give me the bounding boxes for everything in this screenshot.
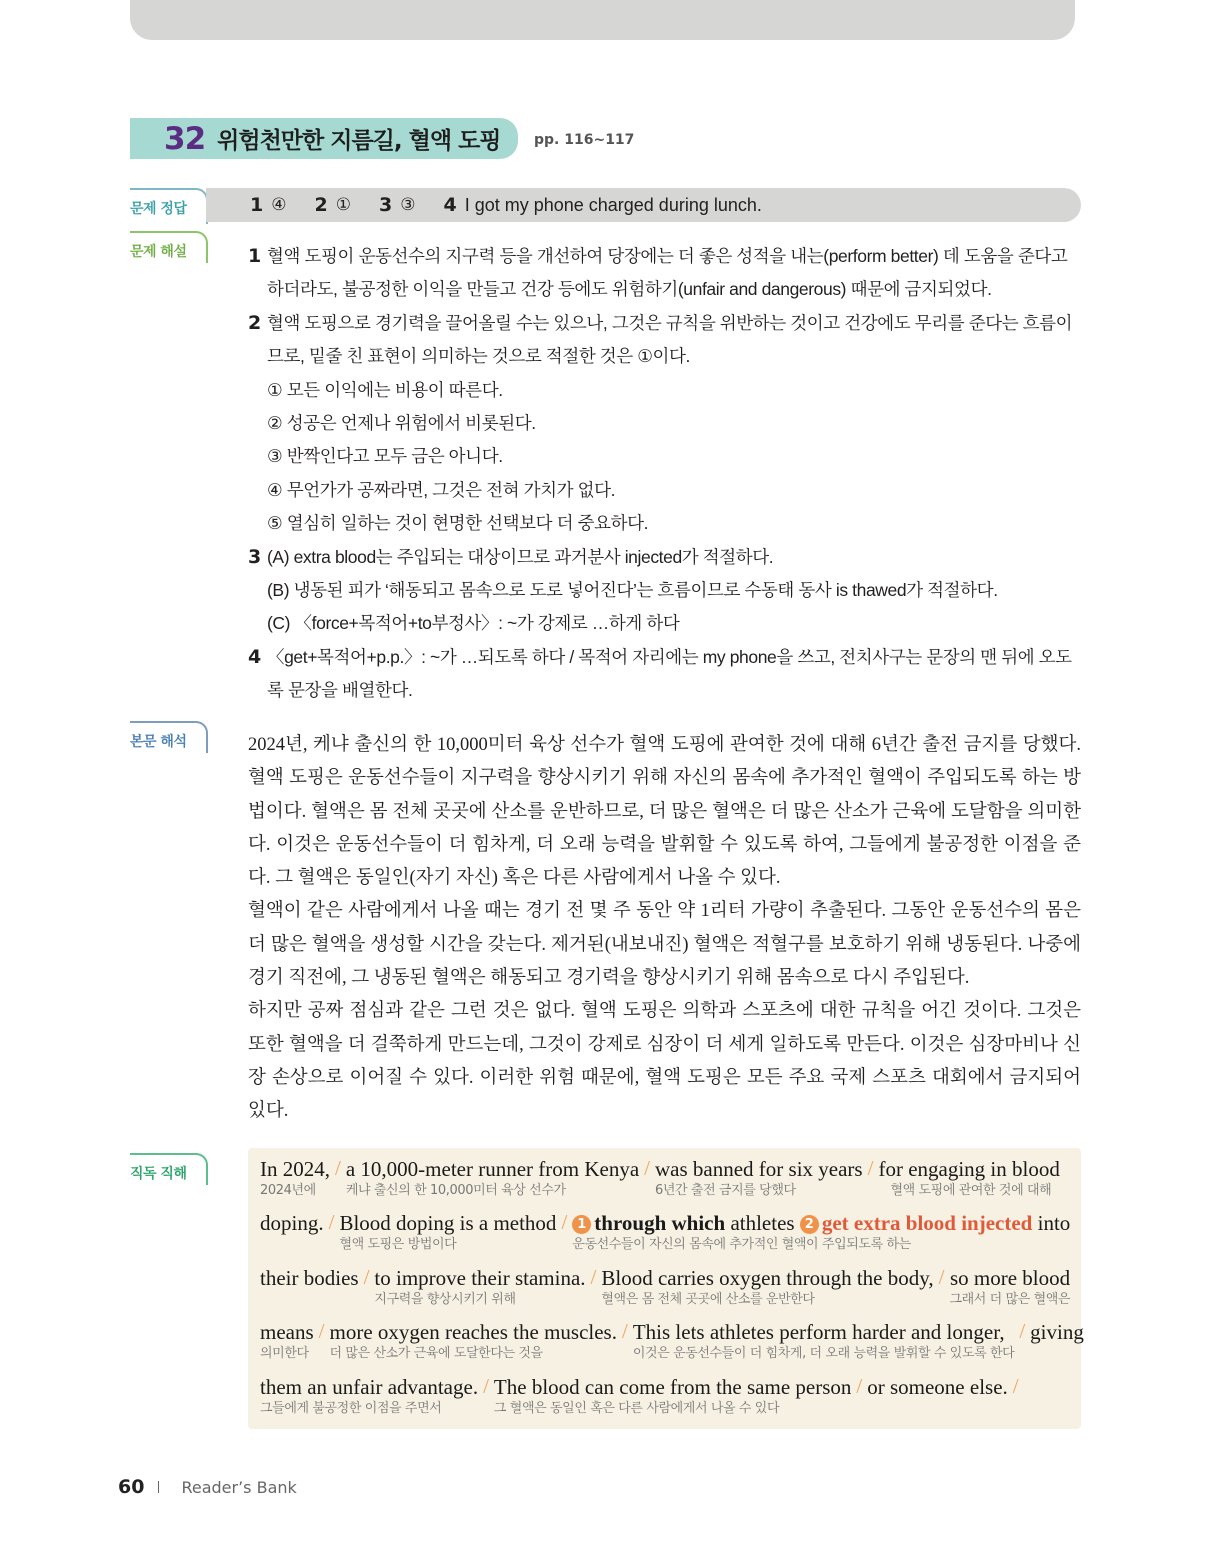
- explanation-number: 1: [248, 245, 261, 267]
- chunk-plain: athletes: [725, 1211, 800, 1236]
- chunk: [260, 1210, 324, 1264]
- direct-line-4: [260, 1319, 1084, 1373]
- chunk-english: means: [260, 1320, 314, 1345]
- answer-value: I got my phone charged during lunch.: [464, 194, 762, 215]
- chunk-divider: /: [938, 1264, 945, 1289]
- chunk-korean: 의미한다: [260, 1346, 309, 1362]
- chunk-english: This lets athletes perform harder and longer,: [632, 1320, 1005, 1345]
- chunk-english: giving: [1030, 1320, 1084, 1345]
- explanation-1: [248, 240, 1083, 307]
- answer-number: 2: [314, 194, 328, 216]
- chunk-korean: 운동선수들이 자신의 몸속에 추가적인 혈액이 주입되도록 하는: [572, 1237, 911, 1253]
- direct-reading-box: [248, 1148, 1084, 1429]
- chunk-korean: 혈액 도핑에 관여한 것에 대해: [890, 1183, 1052, 1198]
- explanation-3: [248, 541, 1083, 574]
- highlighted-phrase: get extra blood injected: [821, 1211, 1033, 1236]
- chunk-english: to improve their stamina.: [374, 1265, 586, 1290]
- chunk-divider: /: [856, 1373, 863, 1398]
- option-1: ① 모든 이익에는 비용이 따른다.: [267, 379, 503, 400]
- chunk-korean: 그 혈액은 동일인 혹은 다른 사람에게서 나올 수 있다: [493, 1400, 780, 1416]
- footer-divider: [158, 1481, 159, 1493]
- direct-reading-label: 직독 직해: [130, 1153, 208, 1185]
- direct-line-1: [260, 1156, 1069, 1210]
- unit-number: 32: [164, 120, 206, 157]
- chunk-english: Blood carries oxygen through the body,: [601, 1265, 934, 1290]
- chunk: [867, 1374, 1008, 1428]
- chunk: [633, 1319, 1014, 1373]
- answer-2: [314, 194, 350, 216]
- chunk-korean: 지구력을 향상시키기 위해: [374, 1291, 516, 1307]
- explanation-text-b: (B) 냉동된 피가 ‘해동되고 몸속으로 도로 넣어진다’는 흐름이므로 수동태 동사 is thawed가 적절하다.: [267, 580, 998, 601]
- answer-number: 4: [443, 194, 457, 216]
- explanation-text-c: (C) 〈force+목적어+to부정사〉: ~가 강제로 …하게 하다: [267, 613, 680, 634]
- chunk-divider: /: [867, 1156, 874, 1180]
- direct-line-2: [260, 1210, 1069, 1264]
- chunk-divider: /: [590, 1264, 597, 1289]
- answer-3: [379, 194, 415, 216]
- marker-1-icon: 1: [572, 1215, 591, 1234]
- chunk-divider: /: [621, 1319, 628, 1344]
- chunk: [260, 1265, 359, 1319]
- chunk-divider: /: [335, 1156, 341, 1180]
- chunk-tail: into: [1032, 1211, 1071, 1236]
- chunk: [260, 1319, 314, 1373]
- chunk-korean: 6년간 출전 금지를 당했다: [655, 1183, 796, 1198]
- book-title: Reader’s Bank: [181, 1477, 297, 1497]
- answer-value: ④: [271, 195, 287, 215]
- unit-title: 위험천만한 지름길, 혈액 도핑: [217, 128, 501, 154]
- chunk-korean: 혈액 도핑은 방법이다: [339, 1237, 457, 1253]
- answer-number: 1: [250, 194, 264, 216]
- explanation-number: 2: [248, 311, 261, 334]
- option-5: ⑤ 열심히 일하는 것이 현명한 선택보다 더 중요하다.: [267, 513, 649, 534]
- chunk-korean: 케냐 출신의 한 10,000미터 육상 선수가: [345, 1183, 566, 1198]
- chunk-divider: /: [1019, 1319, 1026, 1344]
- answer-1: [250, 194, 286, 216]
- answer-value: ①: [335, 195, 351, 215]
- answer-value: ③: [400, 195, 416, 215]
- chunk-english: a 10,000-meter runner from Kenya: [345, 1157, 640, 1181]
- chunk: [374, 1265, 585, 1319]
- option-2: ② 성공은 언제나 위험에서 비롯된다.: [267, 413, 536, 434]
- chunk-divider: /: [318, 1319, 325, 1344]
- chunk-english: [572, 1210, 1070, 1236]
- explanation-text-a: (A) extra blood는 주입되는 대상이므로 과거분사 injected가 적절하다.: [267, 546, 774, 567]
- chunk-english: doping.: [260, 1211, 324, 1236]
- direct-line-5: [260, 1374, 1069, 1428]
- chunk: [330, 1319, 617, 1373]
- relative-clause-bold: through which: [594, 1211, 726, 1236]
- chunk: [601, 1265, 933, 1319]
- chunk: [1030, 1319, 1084, 1373]
- chunk: [346, 1156, 639, 1210]
- answer-number: 3: [378, 194, 393, 216]
- translation-section: [248, 729, 1081, 1129]
- translation-paragraph-1: 2024년, 케냐 출신의 한 10,000미터 육상 선수가 혈액 도핑에 관여한 것에 대해 6년간 출전 금지를 당했다. 혈액 도핑은 운동선수들이 지구력을 향상시키기 위해 자신의 몸속에 추가적인 혈액이 주입되도록 하는 방법이다. 혈액은 몸 전체 곳곳에 산소를 운반하므로, 더 많은 혈액은 더 많은 산소가 근육에 도달함을 의미한다. 이것은 운동선수들이 더 힘차게, 더 오래 능력을 발휘할 수 있도록 하여, 그들에게 불공정한 이점을 준다. 그 혈액은 동일인(자기 자신) 혹은 다른 사람에게서 나올 수 있다.: [248, 735, 1081, 889]
- chunk: [949, 1265, 1070, 1319]
- option-3: ③ 반짝인다고 모두 금은 아니다.: [267, 446, 503, 467]
- translation-paragraph-2: 혈액이 같은 사람에게서 나올 때는 경기 전 몇 주 동안 약 1리터 가량이 추출된다. 그동안 운동선수의 몸은 더 많은 혈액을 생성할 시간을 갖는다. 제거된(내보내진) 혈액은 적혈구를 보호하기 위해 냉동된다. 나중에 경기 직전에, 그 냉동된 혈액은 해동되고 경기력을 향상시키기 위해 몸속으로 다시 주입된다.: [248, 901, 1081, 989]
- chunk: [260, 1374, 478, 1428]
- explanation-text: 혈액 도핑이 운동선수의 지구력 등을 개선하여 당장에는 더 좋은 성적을 내는(perform better) 데 도움을 준다고 하더라도, 불공정한 이익을 만들고 건강 등에도 위험하기(unfair and dangerous) 때문에 금지되었다.: [267, 246, 1068, 300]
- chunk-korean: 이것은 운동선수들이 더 힘차게, 더 오래 능력을 발휘할 수 있도록 한다: [632, 1346, 1015, 1362]
- chunk-korean: 더 많은 산소가 근육에 도달한다는 것을: [329, 1346, 543, 1362]
- chunk-english: them an unfair advantage.: [260, 1374, 479, 1399]
- chunk-english: for engaging in blood: [878, 1157, 1060, 1181]
- explanation-text: 〈get+목적어+p.p.〉: ~가 …되도록 하다 / 목적어 자리에는 my phone을 쓰고, 전치사구는 문장의 맨 뒤에 오도록 문장을 배열한다.: [267, 646, 1072, 701]
- answers-bar: [206, 188, 1081, 222]
- unit-title-banner: [130, 118, 518, 159]
- translation-paragraph-3: 하지만 공짜 점심과 같은 그런 것은 없다. 혈액 도핑은 의학과 스포츠에 대한 규칙을 어긴 것이다. 그것은 또한 혈액을 더 걸쭉하게 만드는데, 그것이 강제로 심장이 더 세게 일하도록 만든다. 이것은 심장마비나 신장 손상으로 이어질 수 있다. 이러한 위험 때문에, 혈액 도핑은 모든 주요 국제 스포츠 대회에서 금지되어 있다.: [248, 1001, 1081, 1122]
- explanation-number: 3: [248, 545, 261, 568]
- explanation-2: [248, 307, 1083, 374]
- page-footer: [118, 1476, 297, 1498]
- chunk-english: The blood can come from the same person: [493, 1374, 852, 1399]
- chunk: [572, 1210, 1070, 1264]
- chunk-divider: /: [1012, 1373, 1019, 1398]
- chunk-divider: /: [363, 1264, 370, 1289]
- chunk-english: Blood doping is a method: [339, 1211, 557, 1236]
- chunk: [655, 1156, 863, 1210]
- chunk-english: so more blood: [949, 1265, 1071, 1290]
- chunk-english: their bodies: [260, 1265, 359, 1290]
- answers-label: 문제 정답: [130, 188, 208, 224]
- chunk-english: or someone else.: [867, 1374, 1008, 1399]
- chunk-english: more oxygen reaches the muscles.: [329, 1320, 617, 1345]
- top-decorative-bar: [130, 0, 1075, 40]
- chunk: [878, 1156, 1059, 1210]
- chunk-english: In 2024,: [260, 1157, 330, 1181]
- chunk-english: was banned for six years: [655, 1157, 863, 1181]
- marker-2-icon: 2: [800, 1215, 819, 1234]
- explanations-label: 문제 해설: [130, 231, 208, 263]
- answer-4: [443, 194, 761, 216]
- explanation-number: 4: [248, 645, 261, 668]
- explanation-text: 혈액 도핑으로 경기력을 끌어올릴 수는 있으나, 그것은 규칙을 위반하는 것이고 건강에도 무리를 준다는 흐름이므로, 밑줄 친 표현이 의미하는 것으로 적절한 것은 ①이다.: [267, 312, 1073, 367]
- chunk: [339, 1210, 556, 1264]
- chunk-korean: 그들에게 불공정한 이점을 주면서: [260, 1400, 442, 1416]
- chunk: [494, 1374, 851, 1428]
- page-reference: pp. 116~117: [534, 132, 635, 148]
- chunk-divider: /: [483, 1373, 489, 1398]
- chunk-korean: 그래서 더 많은 혈액은: [949, 1291, 1071, 1307]
- explanation-4: [248, 641, 1083, 708]
- direct-line-3: [260, 1265, 1069, 1319]
- chunk-korean: 혈액은 몸 전체 곳곳에 산소를 운반한다: [601, 1291, 815, 1307]
- translation-label: 본문 해석: [130, 721, 208, 753]
- chunk-divider: /: [644, 1156, 650, 1180]
- option-4: ④ 무언가가 공짜라면, 그것은 전혀 가치가 없다.: [267, 479, 616, 500]
- chunk-divider: /: [328, 1210, 335, 1235]
- chunk-korean: 2024년에: [260, 1183, 316, 1198]
- page-number: 60: [118, 1476, 145, 1498]
- chunk-divider: /: [561, 1210, 568, 1235]
- explanations-section: [248, 240, 1083, 708]
- chunk: [260, 1156, 330, 1210]
